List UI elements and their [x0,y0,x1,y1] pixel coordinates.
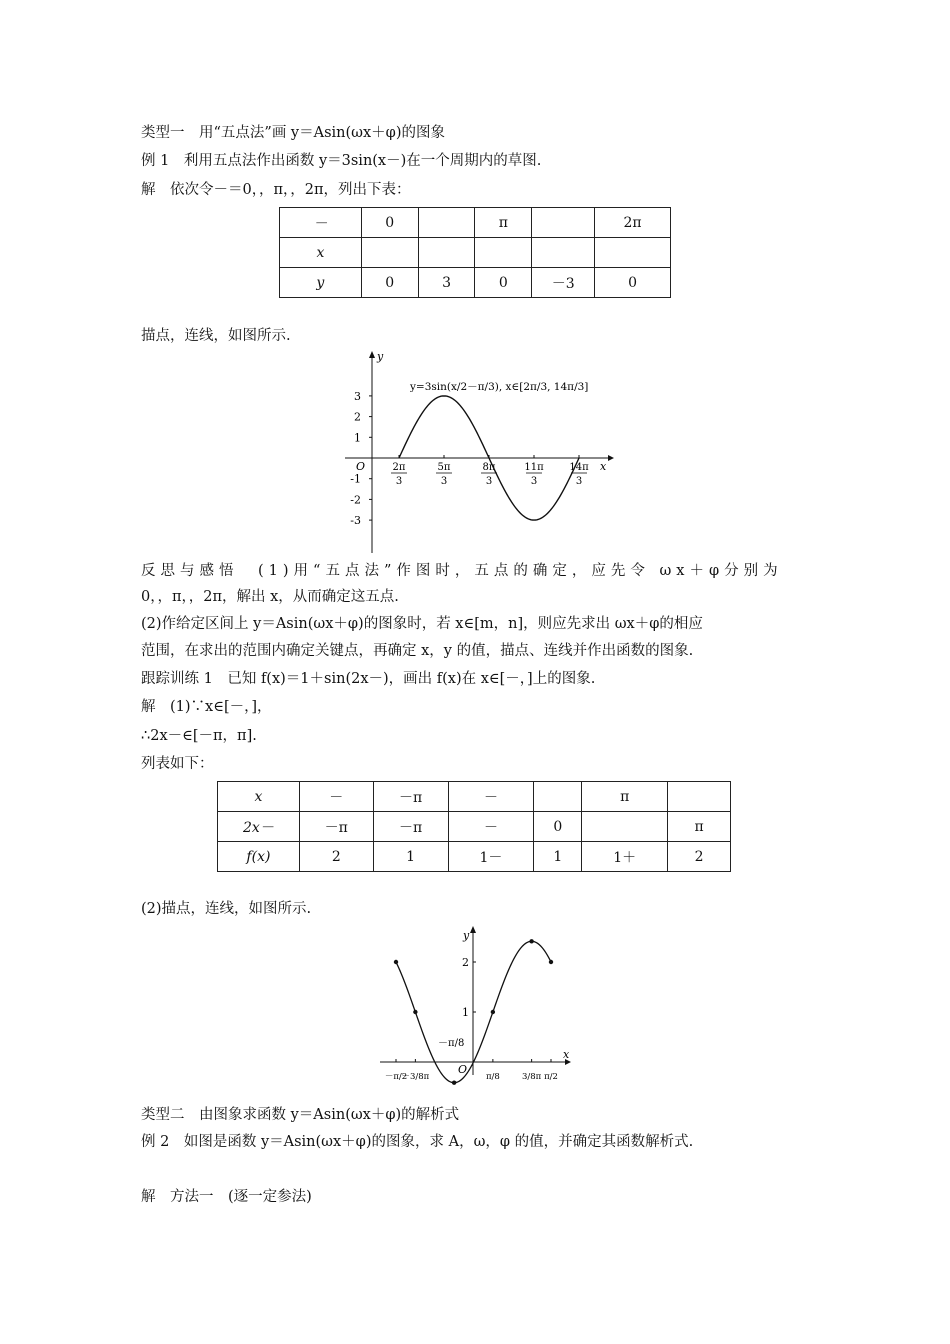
x-tick-label: π/8 [485,1072,500,1082]
table1-row [280,268,671,298]
y-tick-label: 3 [354,389,361,403]
table-cell: 1 [373,842,448,872]
table-cell [595,238,671,268]
x-tick-label: π/2 [544,1072,558,1082]
x-tick-label [436,462,452,487]
svg-text:3: 3 [485,476,493,487]
table-cell: 1＋ [582,842,668,872]
section-heading-type1: 类型一 用“五点法”画 y＝Asin(ωx＋φ)的图象 [141,125,445,141]
origin-label: O [458,1063,468,1076]
y-axis-label: y [463,929,470,942]
svg-text:11π: 11π [524,462,544,473]
table-cell: 0 [534,812,582,842]
reflection-line4: 范围，在求出的范围内确定关键点，再确定 x，y 的值，描点、连线并作出函数的图象. [141,643,694,659]
solution-step1: 解 (1)∵x∈[－，]， [141,699,272,715]
data-point [491,1010,495,1014]
table-cell: 0 [475,268,532,298]
example1-statement: 例 1 利用五点法作出函数 y＝3sin(x－)在一个周期内的草图. [141,153,542,169]
y-tick-label: 1 [462,1006,469,1019]
x-tick-label [481,462,497,487]
solution1-intro: 解 依次令－＝0，，π，，2π，列出下表： [141,182,411,198]
svg-text:2π: 2π [392,462,406,473]
section-heading-type2: 类型二 由图象求函数 y＝Asin(ωx＋φ)的解析式 [141,1107,460,1123]
plot-instruction-2: (2)描点，连线，如图所示. [141,901,312,917]
y-tick-label: 2 [354,410,361,424]
table-cell: 1－ [448,842,534,872]
sine-graph-1 [340,350,615,555]
y-tick-label: -1 [350,472,361,486]
table1-row [280,238,671,268]
origin-label: O [356,460,366,473]
table-cell: 3 [418,268,475,298]
y-tick-label: 1 [354,431,361,445]
table-intro: 列表如下： [141,756,214,772]
x-tick-label: －3/8π [401,1072,430,1082]
table-cell: π [582,782,668,812]
data-point [529,939,533,943]
table-cell: －π [299,812,373,842]
table-cell: －3 [532,268,595,298]
table-cell: 2π [595,208,671,238]
table-cell: 2 [299,842,373,872]
x-tick-label [391,462,407,487]
table-cell [532,208,595,238]
table-cell: π [475,208,532,238]
table-cell: f(x) [218,842,300,872]
example2-statement: 例 2 如图是函数 y＝Asin(ωx＋φ)的图象，求 A，ω，φ 的值，并确定其函数解析式. [141,1134,694,1150]
reflection-line2: 0，，π，，2π，解出 x，从而确定这五点. [141,589,399,605]
y-tick-label: -2 [350,493,361,507]
table-cell [361,238,418,268]
svg-text:3: 3 [575,476,583,487]
table-cell [582,812,668,842]
y-tick-label: -3 [350,514,361,528]
x-axis-label: x [600,460,607,473]
table-cell: x [280,238,362,268]
table-cell [534,782,582,812]
x-tick-label: －π/2 [384,1072,408,1082]
svg-text:5π: 5π [437,462,451,473]
table-cell: － [280,208,362,238]
data-point [413,1010,417,1014]
table-cell: 1 [534,842,582,872]
data-point [394,960,398,964]
table-cell: 2 [668,842,731,872]
table-cell: － [299,782,373,812]
table-cell: －π [373,812,448,842]
table-cell: x [218,782,300,812]
table-cell: 2x－ [218,812,300,842]
table2-row [218,782,731,812]
table2-row [218,842,731,872]
solution-step2: ∴2x－∈[－π，π]. [141,728,257,744]
table-cell [475,238,532,268]
y-tick-label: 2 [462,956,469,969]
table-practice [217,781,731,872]
table-cell: － [448,782,534,812]
reflection-line3: (2)作给定区间上 y＝Asin(ωx＋φ)的图象时，若 x∈[m，n]，则应先求出 ωx＋φ的相应 [141,616,703,632]
table1-row [280,208,671,238]
table-cell: 0 [361,268,418,298]
svg-text:3: 3 [395,476,403,487]
solution2-method1: 解 方法一 (逐一定参法) [141,1189,312,1205]
table-cell: y [280,268,362,298]
reflection-line1: 反思与感悟 (1)用“五点法”作图时，五点的确定，应先令 ωx＋φ分别为 [141,563,783,579]
x-tick-label [569,462,589,487]
x-tick-label [524,462,544,487]
svg-text:14π: 14π [569,462,589,473]
svg-text:8π: 8π [482,462,496,473]
table-cell [668,782,731,812]
x-axis-label: x [563,1048,570,1061]
svg-text:3: 3 [530,476,538,487]
sine-graph-2 [375,925,580,1090]
svg-text:3: 3 [440,476,448,487]
data-point [549,960,553,964]
table-cell: π [668,812,731,842]
table2-row [218,812,731,842]
table-cell [418,208,475,238]
table-cell: 0 [361,208,418,238]
table-cell [418,238,475,268]
table-cell: 0 [595,268,671,298]
plot-instruction-1: 描点，连线，如图所示. [141,328,291,344]
x-tick-label: 3/8π [521,1072,542,1082]
note-minus-pi-over-8 [438,1038,464,1049]
practice1-statement: 跟踪训练 1 已知 f(x)＝1＋sin(2x－)，画出 f(x)在 x∈[－，]上的图象. [141,671,596,687]
graph1-formula: y=3sin(x/2－π/3), x∈[2π/3, 14π/3] [410,381,589,393]
table-cell: －π [373,782,448,812]
table-cell [532,238,595,268]
note-label: －π/8 [438,1038,465,1049]
table-cell: － [448,812,534,842]
table-five-points [279,207,671,298]
data-point [452,1081,456,1085]
y-axis-label: y [377,350,384,363]
